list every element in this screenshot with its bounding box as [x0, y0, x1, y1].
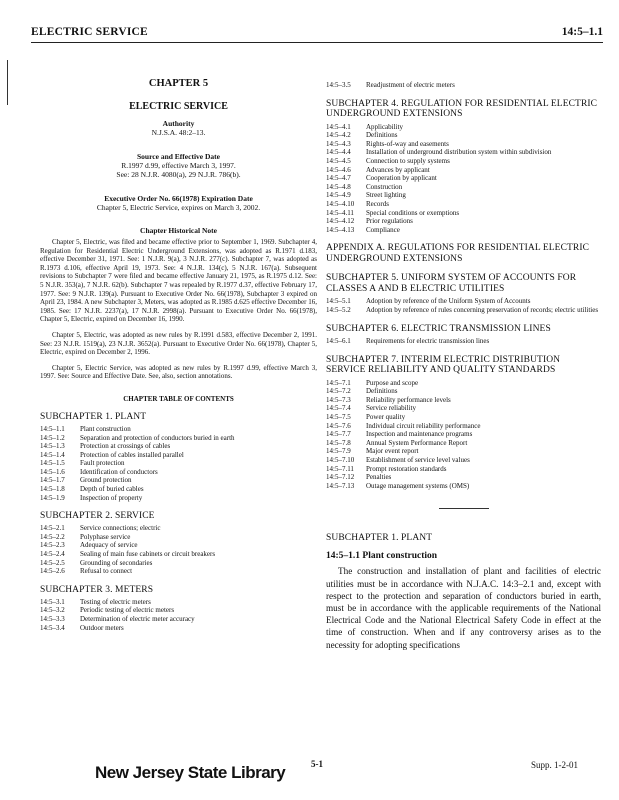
toc-item-title: Identification of conductors — [80, 467, 158, 476]
header-title: ELECTRIC SERVICE — [31, 26, 148, 38]
toc-item-title: Inspection of property — [80, 493, 143, 502]
toc-item-title: Compliance — [366, 225, 400, 234]
toc-item — [326, 148, 601, 157]
toc-item-number: 14:5–1.6 — [40, 467, 65, 476]
toc-item-title: Installation of underground distribution system within subdivision — [366, 148, 552, 157]
toc-item — [40, 533, 317, 542]
toc-item-title: Adoption by reference of rules concerning preservation of records; electric utilities — [366, 305, 599, 314]
toc-item-number: 14:5–1.4 — [40, 450, 65, 459]
toc-item-title: Special conditions or exemptions — [366, 208, 460, 217]
toc-item — [326, 191, 601, 200]
toc-item-title: Reliability performance levels — [366, 395, 451, 404]
toc-item — [326, 226, 601, 235]
toc-item — [326, 387, 601, 396]
exec-order-text: Chapter 5, Electric Service, expires on March 3, 2002. — [96, 202, 261, 212]
toc-item-number: 14:5–1.1 — [40, 424, 65, 433]
toc-item-title: Prompt restoration standards — [366, 464, 447, 473]
toc-item-title: Records — [366, 199, 389, 208]
toc-subchapter-heading: SUBCHAPTER 6. ELECTRIC TRANSMISSION LINES — [326, 323, 551, 334]
toc-item-number: 14:5–4.7 — [326, 174, 351, 183]
toc-item — [40, 494, 317, 503]
toc-item — [326, 439, 601, 448]
supplement-date: Supp. 1-2-01 — [531, 760, 578, 770]
historical-note-p2: Chapter 5, Electric, was adopted as new rules by R.1991 d.583, effective December 2, 1991. See: 23 N.J.R. 1519(a), 23 N.J.R. 3652(a). Pursuant to Executive Order No. 66(1978), Chapter 5, Electric, expired on December 2, 1996. — [40, 330, 317, 357]
toc-item — [326, 430, 601, 439]
toc-item-number: 14:5–4.1 — [326, 122, 351, 131]
toc-item — [40, 476, 317, 485]
exec-order-label: Executive Order No. 66(1978) Expiration Date — [104, 193, 253, 203]
toc-item-title: Advances by applicant — [366, 165, 430, 174]
toc-item-title: Applicability — [366, 122, 403, 131]
page-number: 5-1 — [311, 759, 323, 769]
toc-item — [326, 200, 601, 209]
toc-item-number: 14:5–7.5 — [326, 412, 351, 421]
toc-item-title: Annual System Performance Report — [366, 438, 468, 447]
toc-item-number: 14:5–3.5 — [326, 81, 351, 89]
toc-item — [326, 482, 601, 491]
left-column — [40, 74, 317, 632]
running-header — [31, 26, 603, 43]
toc-item-number: 14:5–7.2 — [326, 387, 351, 396]
toc-item — [40, 541, 317, 550]
body-subchapter-heading: SUBCHAPTER 1. PLANT — [326, 533, 433, 544]
toc-item-number: 14:5–1.5 — [40, 459, 65, 468]
toc-item-number: 14:5–1.9 — [40, 493, 65, 502]
toc-item-title: Plant construction — [80, 424, 131, 433]
toc-item-number: 14:5–4.10 — [326, 199, 355, 208]
toc-item-number: 14:5–4.4 — [326, 148, 351, 157]
toc-item — [40, 559, 317, 568]
toc-subchapter-heading: SUBCHAPTER 2. SERVICE — [40, 511, 155, 522]
toc-subchapter-heading: SUBCHAPTER 5. UNIFORM SYSTEM OF ACCOUNTS FOR CLASSES A AND B ELECTRIC UTILITIES — [326, 273, 577, 294]
toc-item — [326, 447, 601, 456]
toc-item-number: 14:5–4.9 — [326, 191, 351, 200]
toc-item — [326, 396, 601, 405]
toc-item-number: 14:5–2.6 — [40, 567, 65, 576]
toc-item — [40, 524, 317, 533]
authority-text: N.J.S.A. 48:2–13. — [151, 128, 206, 137]
historical-note-p3: Chapter 5, Electric Service, was adopted as new rules by R.1997 d.99, effective March 3, 1997. See: Source and Effective Date. See, also, section annotations. — [40, 363, 317, 381]
toc-label: CHAPTER TABLE OF CONTENTS — [123, 394, 234, 403]
toc-item-title: Fault protection — [80, 459, 125, 468]
toc-item-number: 14:5–2.2 — [40, 532, 65, 541]
margin-mark — [7, 60, 8, 105]
toc-item — [326, 183, 601, 192]
toc-item — [326, 404, 601, 413]
toc-item-number: 14:5–7.7 — [326, 430, 351, 439]
toc-item-title: Readjustment of electric meters — [366, 81, 455, 89]
toc-right — [326, 99, 601, 491]
toc-item — [40, 468, 317, 477]
toc-item-number: 14:5–2.5 — [40, 558, 65, 567]
toc-item-title: Protection at crossings of cables — [80, 442, 171, 451]
toc-item — [326, 140, 601, 149]
toc-item — [40, 425, 317, 434]
toc-item-number: 14:5–2.1 — [40, 524, 65, 533]
toc-subchapter-heading: SUBCHAPTER 4. REGULATION FOR RESIDENTIAL ELECTRIC UNDERGROUND EXTENSIONS — [326, 98, 598, 120]
toc-item-number: 14:5–1.7 — [40, 476, 65, 485]
toc-item-title: Purpose and scope — [366, 378, 419, 387]
toc-item-number: 14:5–4.11 — [326, 208, 354, 217]
toc-subchapter-heading: SUBCHAPTER 7. INTERIM ELECTRIC DISTRIBUTION SERVICE RELIABILITY AND QUALITY STANDARDS — [326, 354, 561, 376]
toc-item-title: Power quality — [366, 412, 406, 421]
toc-item-title: Polyphase service — [80, 532, 131, 541]
toc-item-title: Establishment of service level values — [366, 455, 470, 464]
historical-note-p1: Chapter 5, Electric, was filed and became effective prior to September 1, 1969. Subchapter 4, Regulation for Residential Electric Underground Extensions, was adopted as R.1971 d.183, effective December 31, 1971. See: 1 N.J.R. 9(a), 3 N.J.R. 277(c). Subchapter 7, was adopted as R.1973 d.106, effective April 19, 1973. See: 4 N.J.R. 134(c), 5 N.J.R. 167(a). Subsequent revisions to Subchapter 7 were filed and became effective January 21, 1975, as R.1975 d.12. See: 5 N.J.R. 353(a), 7 N.J.R. 62(b). Subchapter 7 was repealed by R.1977 d.37, effective February 17, 1977. See: 9 N.J.R. 139(a). Pursuant to Executive Order No. 66(1978), Subchapter 3 expired on April 23, 1984. A new Subchapter 3, Meters, was adopted as R.1985 d.625 effective December 16, 1985. See: 17 N.J.R. 2237(a), 17 N.J.R. 2998(a). Pursuant to Executive Order No. 66(1978), Chapter 5, Electric, expired on December 16, 1990. — [40, 238, 317, 324]
toc-item — [40, 434, 317, 443]
toc-item-number: 14:5–7.9 — [326, 447, 351, 456]
toc-item — [326, 217, 601, 226]
toc-item — [326, 131, 601, 140]
toc-item-title: Construction — [366, 182, 403, 191]
toc-item — [40, 442, 317, 451]
toc-item-title: Outdoor meters — [80, 623, 124, 632]
toc-item-title: Street lighting — [366, 191, 406, 200]
toc-item — [40, 598, 317, 607]
section-body: The construction and installation of plant and facilities of electric utilities must be in accordance with N.J.A.C. 14:3–2.1 and, except with respect to the protection and separation of conductors buried in earth, must be in accordance with the applicable requirements of the National Electrical Code and the National Electrical Safety Code in effect at the time of construction. When and if any controversy arises as to the necessity for adopting specifications — [326, 566, 601, 650]
toc-item-title: Grounding of secondaries — [80, 558, 153, 567]
toc-item-number: 14:5–3.2 — [40, 606, 65, 615]
toc-item-title: Protection of cables installed parallel — [80, 450, 184, 459]
toc-right-top — [326, 81, 601, 90]
toc-item — [40, 606, 317, 615]
toc-item-number: 14:5–7.8 — [326, 438, 351, 447]
toc-item-number: 14:5–1.8 — [40, 485, 65, 494]
toc-item-title: Separation and protection of conductors buried in earth — [80, 433, 235, 442]
toc-item-number: 14:5–5.2 — [326, 305, 351, 314]
toc-item-title: Penalties — [366, 473, 392, 482]
toc-item-title: Definitions — [366, 131, 398, 140]
toc-item-title: Adequacy of service — [80, 541, 138, 550]
toc-item — [326, 123, 601, 132]
toc-item-number: 14:5–7.1 — [326, 378, 351, 387]
source-line-1: R.1997 d.99, effective March 3, 1997. — [121, 160, 236, 170]
toc-item — [326, 456, 601, 465]
toc-item-number: 14:5–4.8 — [326, 182, 351, 191]
toc-item — [326, 166, 601, 175]
toc-item — [326, 306, 601, 315]
source-line-2: See: 28 N.J.R. 4080(a), 29 N.J.R. 786(b). — [116, 170, 241, 179]
toc-item-number: 14:5–4.6 — [326, 165, 351, 174]
toc-item — [40, 550, 317, 559]
toc-item-title: Refusal to connect — [80, 567, 133, 576]
toc-item-title: Connection to supply systems — [366, 156, 450, 165]
toc-item — [326, 174, 601, 183]
toc-item-number: 14:5–4.2 — [326, 131, 351, 140]
toc-item-title: Major event report — [366, 447, 419, 456]
toc-item-title: Inspection and maintenance programs — [366, 430, 473, 439]
toc-item — [326, 422, 601, 431]
toc-left — [40, 412, 317, 632]
toc-subchapter-heading: SUBCHAPTER 3. METERS — [40, 584, 154, 595]
toc-item-title: Rights-of-way and easements — [366, 139, 449, 148]
toc-item-title: Requirements for electric transmission lines — [366, 337, 490, 345]
toc-item-number: 14:5–7.3 — [326, 395, 351, 404]
library-stamp: New Jersey State Library — [95, 763, 286, 782]
toc-item — [40, 451, 317, 460]
toc-subchapter-heading: SUBCHAPTER 1. PLANT — [40, 411, 147, 422]
toc-item-number: 14:5–2.3 — [40, 541, 65, 550]
toc-item — [326, 413, 601, 422]
toc-item-number: 14:5–7.4 — [326, 404, 351, 413]
toc-item-number: 14:5–5.1 — [326, 297, 351, 306]
separator-rule — [439, 508, 489, 509]
toc-item — [326, 379, 601, 388]
historical-note-label: Chapter Historical Note — [140, 226, 217, 235]
toc-subchapter-heading: APPENDIX A. REGULATIONS FOR RESIDENTIAL ELECTRIC UNDERGROUND EXTENSIONS — [326, 243, 590, 264]
toc-item-title: Testing of electric meters — [80, 597, 151, 606]
toc-item-number: 14:5–7.11 — [326, 464, 354, 473]
toc-item — [326, 297, 601, 306]
toc-item — [326, 209, 601, 218]
header-section: 14:5–1.1 — [561, 26, 603, 38]
toc-item-title: Definitions — [366, 387, 398, 396]
chapter-title: ELECTRIC SERVICE — [129, 101, 228, 112]
section-title: 14:5–1.1 Plant construction — [326, 551, 438, 562]
toc-item-title: Determination of electric meter accuracy — [80, 615, 195, 623]
toc-item — [40, 567, 317, 576]
toc-item-title: Outage management systems (OMS) — [366, 481, 470, 490]
toc-item-number: 14:5–1.3 — [40, 442, 65, 451]
toc-item-title: Adoption by reference of the Uniform System of Accounts — [366, 297, 531, 306]
toc-item-number: 14:5–3.4 — [40, 623, 65, 632]
toc-item — [40, 624, 317, 633]
toc-item-title: Depth of buried cables — [80, 485, 144, 494]
toc-item-title: Ground protection — [80, 476, 132, 485]
toc-item-number: 14:5–3.3 — [40, 615, 65, 623]
authority-label: Authority — [162, 119, 195, 128]
toc-item-number: 14:5–3.1 — [40, 597, 65, 606]
toc-item-number: 14:5–4.12 — [326, 217, 355, 226]
toc-item-title: Cooperation by applicant — [366, 174, 437, 183]
toc-item — [40, 615, 317, 624]
toc-item-number: 14:5–7.12 — [326, 473, 355, 482]
toc-item-number: 14:5–2.4 — [40, 550, 65, 559]
toc-item — [326, 465, 601, 474]
toc-item-title: Periodic testing of electric meters — [80, 606, 175, 615]
source-label: Source and Effective Date — [137, 151, 220, 161]
toc-item-title: Individual circuit reliability performance — [366, 421, 481, 430]
toc-item — [326, 337, 601, 346]
right-column — [326, 81, 601, 651]
toc-item — [326, 81, 601, 90]
toc-item-title: Service reliability — [366, 404, 416, 413]
toc-item-title: Prior regulations — [366, 217, 413, 226]
toc-item-number: 14:5–7.10 — [326, 455, 355, 464]
toc-item-number: 14:5–4.3 — [326, 139, 351, 148]
toc-item-number: 14:5–1.2 — [40, 433, 65, 442]
toc-item — [40, 485, 317, 494]
chapter-number: CHAPTER 5 — [148, 78, 209, 89]
toc-item-number: 14:5–7.13 — [326, 481, 355, 490]
toc-item-number: 14:5–7.6 — [326, 421, 351, 430]
toc-item-number: 14:5–4.13 — [326, 225, 355, 234]
toc-item — [326, 473, 601, 482]
toc-item — [40, 459, 317, 468]
toc-item-number: 14:5–6.1 — [326, 337, 351, 345]
toc-item-number: 14:5–4.5 — [326, 156, 351, 165]
toc-item — [326, 157, 601, 166]
toc-item-title: Sealing of main fuse cabinets or circuit breakers — [80, 550, 216, 559]
toc-item-title: Service connections; electric — [80, 524, 161, 533]
